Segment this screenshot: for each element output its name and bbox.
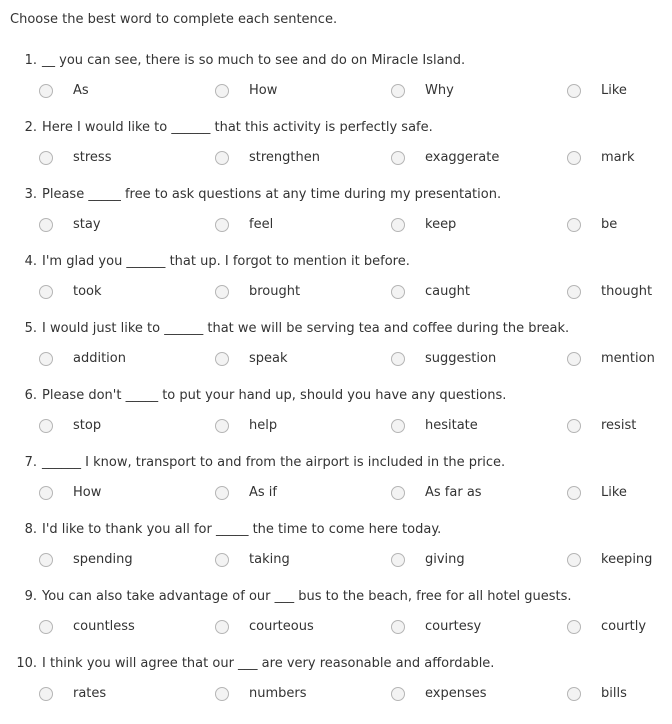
radio-button[interactable] bbox=[215, 352, 229, 366]
option-label: How bbox=[73, 485, 102, 500]
question-stem: Here I would like to ______ that this activity is perfectly safe. bbox=[42, 120, 433, 135]
option-label: stay bbox=[73, 217, 101, 232]
radio-button[interactable] bbox=[215, 84, 229, 98]
question-stem: I'm glad you ______ that up. I forgot to mention it before. bbox=[42, 254, 410, 269]
question-number: 6. bbox=[24, 388, 37, 403]
question-text bbox=[0, 386, 506, 406]
question-2 bbox=[0, 118, 672, 185]
question-number: 5. bbox=[24, 321, 37, 336]
option-label: stop bbox=[73, 418, 102, 433]
radio-button[interactable] bbox=[567, 687, 581, 701]
question-text bbox=[0, 185, 501, 205]
option-label: stress bbox=[73, 150, 112, 165]
option-label: be bbox=[601, 217, 618, 232]
question-number: 10. bbox=[16, 656, 37, 671]
option-label: took bbox=[73, 284, 102, 299]
question-text bbox=[0, 118, 433, 138]
question-text bbox=[0, 587, 572, 607]
radio-button[interactable] bbox=[567, 285, 581, 299]
question-4 bbox=[0, 252, 672, 319]
question-10 bbox=[0, 654, 672, 721]
radio-button[interactable] bbox=[567, 151, 581, 165]
radio-button[interactable] bbox=[567, 352, 581, 366]
option-label: Like bbox=[601, 485, 627, 500]
radio-button[interactable] bbox=[391, 285, 405, 299]
radio-button[interactable] bbox=[391, 620, 405, 634]
radio-button[interactable] bbox=[39, 419, 53, 433]
question-number: 8. bbox=[24, 522, 37, 537]
radio-button[interactable] bbox=[391, 553, 405, 567]
radio-button[interactable] bbox=[391, 687, 405, 701]
option-label: How bbox=[249, 83, 278, 98]
question-stem: Please _____ free to ask questions at any time during my presentation. bbox=[42, 187, 502, 202]
question-text bbox=[0, 252, 410, 272]
question-stem: I would just like to ______ that we will be serving tea and coffee during the break. bbox=[42, 321, 570, 336]
question-9 bbox=[0, 587, 672, 654]
question-5 bbox=[0, 319, 672, 386]
question-stem: ______ I know, transport to and from the airport is included in the price. bbox=[42, 455, 506, 470]
radio-button[interactable] bbox=[567, 419, 581, 433]
radio-button[interactable] bbox=[567, 218, 581, 232]
option-label: suggestion bbox=[425, 351, 497, 366]
option-label: giving bbox=[425, 552, 465, 567]
question-text bbox=[0, 51, 465, 71]
question-6 bbox=[0, 386, 672, 453]
question-text bbox=[0, 453, 505, 473]
option-label: caught bbox=[425, 284, 470, 299]
option-label: resist bbox=[601, 418, 637, 433]
option-label: As far as bbox=[425, 485, 482, 500]
question-8 bbox=[0, 520, 672, 587]
question-stem: I think you will agree that our ___ are very reasonable and affordable. bbox=[42, 656, 495, 671]
question-text bbox=[0, 520, 441, 540]
question-stem: __ you can see, there is so much to see and do on Miracle Island. bbox=[42, 53, 466, 68]
option-label: mention bbox=[601, 351, 655, 366]
radio-button[interactable] bbox=[567, 84, 581, 98]
question-stem: You can also take advantage of our ___ bus to the beach, free for all hotel guests. bbox=[42, 589, 572, 604]
radio-button[interactable] bbox=[39, 84, 53, 98]
question-number: 2. bbox=[24, 120, 37, 135]
option-label: exaggerate bbox=[425, 150, 500, 165]
radio-button[interactable] bbox=[215, 687, 229, 701]
radio-button[interactable] bbox=[215, 553, 229, 567]
radio-button[interactable] bbox=[215, 419, 229, 433]
radio-button[interactable] bbox=[391, 151, 405, 165]
radio-button[interactable] bbox=[391, 486, 405, 500]
radio-button[interactable] bbox=[39, 352, 53, 366]
option-label: spending bbox=[73, 552, 133, 567]
option-label: As if bbox=[249, 485, 277, 500]
option-label: courteous bbox=[249, 619, 314, 634]
question-3 bbox=[0, 185, 672, 252]
question-text bbox=[0, 654, 494, 674]
radio-button[interactable] bbox=[39, 218, 53, 232]
option-label: numbers bbox=[249, 686, 307, 701]
option-label: feel bbox=[249, 217, 274, 232]
question-stem: I'd like to thank you all for _____ the time to come here today. bbox=[42, 522, 442, 537]
option-label: courtly bbox=[601, 619, 647, 634]
radio-button[interactable] bbox=[215, 151, 229, 165]
radio-button[interactable] bbox=[39, 620, 53, 634]
option-label: speak bbox=[249, 351, 288, 366]
radio-button[interactable] bbox=[39, 486, 53, 500]
option-label: bills bbox=[601, 686, 627, 701]
radio-button[interactable] bbox=[39, 285, 53, 299]
radio-button[interactable] bbox=[391, 84, 405, 98]
option-label: expenses bbox=[425, 686, 487, 701]
option-label: help bbox=[249, 418, 278, 433]
option-label: taking bbox=[249, 552, 290, 567]
question-1 bbox=[0, 51, 672, 118]
radio-button[interactable] bbox=[391, 218, 405, 232]
radio-button[interactable] bbox=[39, 687, 53, 701]
question-number: 9. bbox=[24, 589, 37, 604]
option-label: Why bbox=[425, 83, 454, 98]
radio-button[interactable] bbox=[567, 620, 581, 634]
radio-button[interactable] bbox=[215, 620, 229, 634]
option-label: hesitate bbox=[425, 418, 478, 433]
question-number: 4. bbox=[24, 254, 37, 269]
radio-button[interactable] bbox=[567, 553, 581, 567]
option-label: keep bbox=[425, 217, 457, 232]
instructions: Choose the best word to complete each sentence. bbox=[10, 12, 338, 27]
radio-button[interactable] bbox=[215, 486, 229, 500]
radio-button[interactable] bbox=[215, 285, 229, 299]
option-label: addition bbox=[73, 351, 126, 366]
radio-button[interactable] bbox=[391, 419, 405, 433]
question-number: 3. bbox=[24, 187, 37, 202]
question-7 bbox=[0, 453, 672, 520]
question-number: 1. bbox=[24, 53, 37, 68]
option-label: mark bbox=[601, 150, 635, 165]
radio-button[interactable] bbox=[567, 486, 581, 500]
question-text bbox=[0, 319, 569, 339]
option-label: thought bbox=[601, 284, 653, 299]
option-label: keeping bbox=[601, 552, 653, 567]
option-label: strengthen bbox=[249, 150, 320, 165]
question-number: 7. bbox=[24, 455, 37, 470]
option-label: courtesy bbox=[425, 619, 482, 634]
option-label: Like bbox=[601, 83, 627, 98]
option-label: brought bbox=[249, 284, 301, 299]
radio-button[interactable] bbox=[215, 218, 229, 232]
question-stem: Please don't _____ to put your hand up, should you have any questions. bbox=[42, 388, 507, 403]
radio-button[interactable] bbox=[39, 553, 53, 567]
radio-button[interactable] bbox=[391, 352, 405, 366]
option-label: countless bbox=[73, 619, 135, 634]
option-label: As bbox=[73, 83, 89, 98]
radio-button[interactable] bbox=[39, 151, 53, 165]
option-label: rates bbox=[73, 686, 107, 701]
